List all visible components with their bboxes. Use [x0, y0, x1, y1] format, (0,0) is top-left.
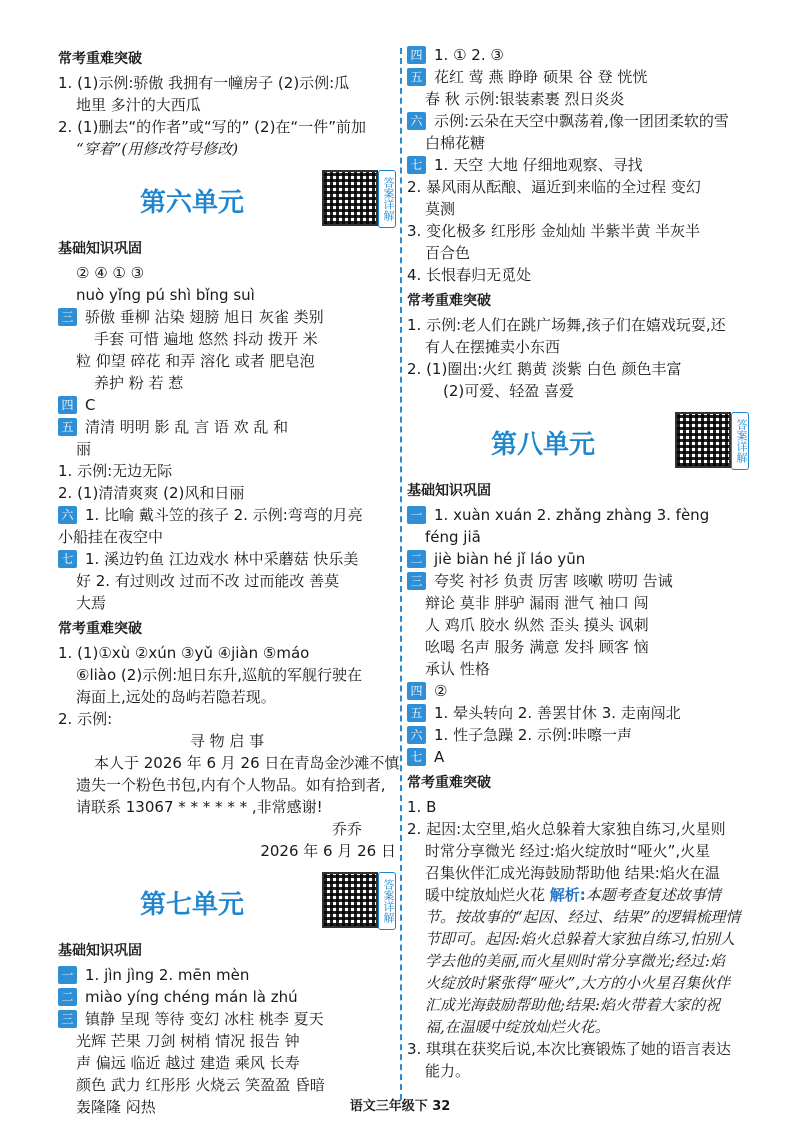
pinyin-line: jiè biàn hé jǐ láo yūn [434, 550, 586, 568]
unit-7-header [58, 872, 396, 934]
section-heading: 基础知识巩固 [58, 241, 142, 257]
item-badge: 七 [407, 156, 426, 174]
answer-line: 1. 示例:老人们在跳广场舞,孩子们在嬉戏玩耍,还 [407, 316, 726, 334]
answer-line: ⑥liào (2)示例:旭日东升,巡航的军舰行驶在 [76, 666, 362, 684]
section-heading: 基础知识巩固 [407, 483, 491, 499]
answer-line: 丽 [76, 440, 92, 458]
answer-line: 春 秋 示例:银装素裹 烈日炎炎 [425, 90, 625, 108]
item-badge: 五 [58, 418, 77, 436]
item-badge: 四 [407, 682, 426, 700]
answer-line: 2. (1)清清爽爽 (2)风和日丽 [58, 484, 245, 502]
answer-line: (2)可爱、轻盈 喜爱 [443, 382, 575, 400]
answer-line: 吆喝 名声 服务 满意 发抖 顾客 恼 [425, 638, 649, 656]
pinyin-line: 1. xuàn xuán 2. zhǎng zhàng 3. fèng [434, 506, 710, 524]
answer-line: 能力。 [425, 1062, 471, 1080]
answer-line: 2. 示例: [58, 710, 113, 728]
analysis-text: 福,在温暖中绽放灿烂火花。 [425, 1018, 610, 1036]
notice-date: 2026 年 6 月 26 日 [260, 842, 396, 860]
answer-line: 4. 长恨春归无觅处 [407, 266, 532, 284]
qr-code-icon[interactable] [322, 170, 378, 226]
answer-line: 1. 晕头转向 2. 善罢甘休 3. 走南闯北 [434, 704, 681, 722]
column-divider [400, 48, 402, 1100]
answer-line: 1. (1)①xù ②xún ③yǔ ④jiàn ⑤máo [58, 644, 310, 662]
answer-line: 声 偏远 临近 越过 建造 乘风 长寿 [76, 1054, 300, 1072]
item-badge: 一 [407, 506, 426, 524]
answer-line: 1. ① 2. ③ [434, 46, 504, 64]
notice-signature: 乔乔 [331, 820, 362, 838]
answer-line: 地里 多汁的大西瓜 [76, 96, 201, 114]
section-heading: 常考重难突破 [407, 775, 491, 791]
answer-detail-label: 答案详解 [731, 412, 749, 470]
notice-line: 本人于 2026 年 6 月 26 日在青岛金沙滩不慎 [94, 754, 400, 772]
section-heading: 常考重难突破 [58, 621, 142, 637]
answer-line: 召集伙伴汇成光海鼓励帮助他 结果:焰火在温 [425, 864, 720, 882]
item-badge: 七 [58, 550, 77, 568]
answer-line: 百合色 [425, 244, 471, 262]
answer-line: “穿着”(用修改符号修改) [76, 140, 239, 158]
analysis-text: 学去他的美丽,而火星则时常分享微光;经过:焰 [425, 952, 725, 970]
answer-line: 承认 性格 [425, 660, 490, 678]
answer-line: 2. (1)圈出:火红 鹅黄 淡紫 白色 颜色丰富 [407, 360, 682, 378]
answer-line: 白棉花糖 [425, 134, 486, 152]
unit-title: 第六单元 [140, 188, 245, 218]
answer-line: 3. 变化极多 红彤彤 金灿灿 半紫半黄 半灰半 [407, 222, 701, 240]
item-badge: 五 [407, 704, 426, 722]
answer-line: 1. 比喻 戴斗笠的孩子 2. 示例:弯弯的月亮 [85, 506, 363, 524]
answer-line: 2. 起因:太空里,焰火总躲着大家独自练习,火星则 [407, 820, 726, 838]
qr-code-icon[interactable] [675, 412, 731, 468]
analysis-text: 汇成光海鼓励帮助他;结果:焰火带着大家的祝 [425, 996, 721, 1014]
analysis-text: 火绽放时紧张得“哑火”,大方的小火星召集伙伴 [425, 974, 731, 992]
answer-line: 示例:云朵在天空中飘荡着,像一团团柔软的雪 [434, 112, 729, 130]
analysis-tag: 解析: [549, 886, 586, 904]
answer-line: 手套 可惜 遍地 悠然 抖动 拨开 米 [94, 330, 318, 348]
pinyin-line: féng jiā [425, 528, 481, 546]
answer-line: 有人在摆摊卖小东西 [425, 338, 561, 356]
answer-line: 好 2. 有过则改 过而不改 过而能改 善莫 [76, 572, 340, 590]
answer-line: 1. jìn jìng 2. mēn mèn [85, 966, 250, 984]
unit-8-header [407, 412, 752, 474]
item-badge: 二 [58, 988, 77, 1006]
notice-line: 遗失一个粉色书包,内有个人物品。如有拾到者, [76, 776, 386, 794]
answer-line: ② ④ ① ③ [76, 264, 145, 282]
answer-line: 粒 仰望 碎花 和弄 溶化 或者 肥皂泡 [76, 352, 315, 370]
item-badge: 三 [58, 1010, 77, 1028]
notice-line: 请联系 13067 * * * * * * ,非常感谢! [76, 798, 323, 816]
answer-line: 暖中绽放灿烂火花 [425, 886, 546, 904]
right-column [407, 44, 752, 1082]
answer-line: 花红 莺 燕 睁睁 硕果 谷 登 恍恍 [434, 68, 648, 86]
answer-line: 时常分享微光 经过:焰火绽放时“哑火”,火星 [425, 842, 711, 860]
item-badge: 三 [407, 572, 426, 590]
analysis-text: 本题考查复述故事情 [585, 886, 721, 904]
unit-title: 第七单元 [140, 890, 245, 920]
pinyin-line: miào yíng chéng mán là zhú [85, 988, 298, 1006]
item-badge: 六 [58, 506, 77, 524]
answer-line: ② [434, 682, 448, 700]
answer-line: 镇静 呈现 等待 变幻 冰柱 桃李 夏天 [85, 1010, 324, 1028]
notice-title: 寻 物 启 事 [189, 732, 265, 750]
item-badge: 六 [407, 112, 426, 130]
answer-line: 大焉 [76, 594, 107, 612]
answer-line: 2. 暴风雨从酝酿、逼近到来临的全过程 变幻 [407, 178, 701, 196]
unit-title: 第八单元 [491, 430, 596, 460]
answer-line: 1. 溪边钓鱼 江边戏水 林中采蘑菇 快乐美 [85, 550, 359, 568]
answer-line: 辩论 莫非 胖驴 漏雨 泄气 袖口 闯 [425, 594, 649, 612]
item-badge: 三 [58, 308, 77, 326]
unit-6-header [58, 170, 396, 232]
answer-line: 轰隆隆 闷热 [76, 1098, 156, 1116]
section-heading: 基础知识巩固 [58, 943, 142, 959]
item-badge: 二 [407, 550, 426, 568]
answer-line: 小船挂在夜空中 [58, 528, 164, 546]
answer-detail-label: 答案详解 [378, 872, 396, 930]
item-badge: 七 [407, 748, 426, 766]
answer-line: 莫测 [425, 200, 456, 218]
answer-detail-label: 答案详解 [378, 170, 396, 228]
answer-line: 1. 天空 大地 仔细地观察、寻找 [434, 156, 643, 174]
answer-line: 光辉 芒果 刀剑 树梢 情况 报告 钟 [76, 1032, 300, 1050]
answer-line: 养护 粉 若 惹 [94, 374, 184, 392]
item-badge: 一 [58, 966, 77, 984]
answer-line: 颜色 武力 红彤彤 火烧云 笑盈盈 昏暗 [76, 1076, 325, 1094]
page-footer: 语文三年级下 32 [349, 1099, 451, 1114]
section-heading: 常考重难突破 [58, 51, 142, 67]
qr-code-icon[interactable] [322, 872, 378, 928]
item-badge: 四 [58, 396, 77, 414]
item-badge: 六 [407, 726, 426, 744]
answer-line: 人 鸡爪 胶水 纵然 歪头 摸头 讽刺 [425, 616, 649, 634]
answer-line: 1. (1)示例:骄傲 我拥有一幢房子 (2)示例:瓜 [58, 74, 350, 92]
answer-line: 3. 琪琪在获奖后说,本次比赛锻炼了她的语言表达 [407, 1040, 731, 1058]
item-badge: 五 [407, 68, 426, 86]
answer-line: 清清 明明 影 乱 言 语 欢 乱 和 [85, 418, 289, 436]
analysis-text: 节。按故事的“起因、经过、结果”的逻辑梳理情 [425, 908, 741, 926]
answer-line: C [85, 396, 96, 414]
answer-line: 2. (1)删去“的作者”或“写的” (2)在“一件”前加 [58, 118, 366, 136]
analysis-text: 节即可。起因:焰火总躲着大家独自练习,怕别人 [425, 930, 735, 948]
pinyin-line: nuò yǐng pú shì bǐng suì [76, 286, 255, 304]
answer-line: 1. B [407, 798, 437, 816]
item-badge: 四 [407, 46, 426, 64]
answer-line: 夸奖 衬衫 负责 厉害 咳嗽 唠叨 告诫 [434, 572, 673, 590]
answer-line: 海面上,远处的岛屿若隐若现。 [76, 688, 276, 706]
section-heading: 常考重难突破 [407, 293, 491, 309]
answer-line: 1. 性子急躁 2. 示例:咔嚓一声 [434, 726, 632, 744]
answer-line: A [434, 748, 445, 766]
answer-line: 骄傲 垂柳 沾染 翅膀 旭日 灰雀 类别 [85, 308, 324, 326]
answer-line: 1. 示例:无边无际 [58, 462, 173, 480]
